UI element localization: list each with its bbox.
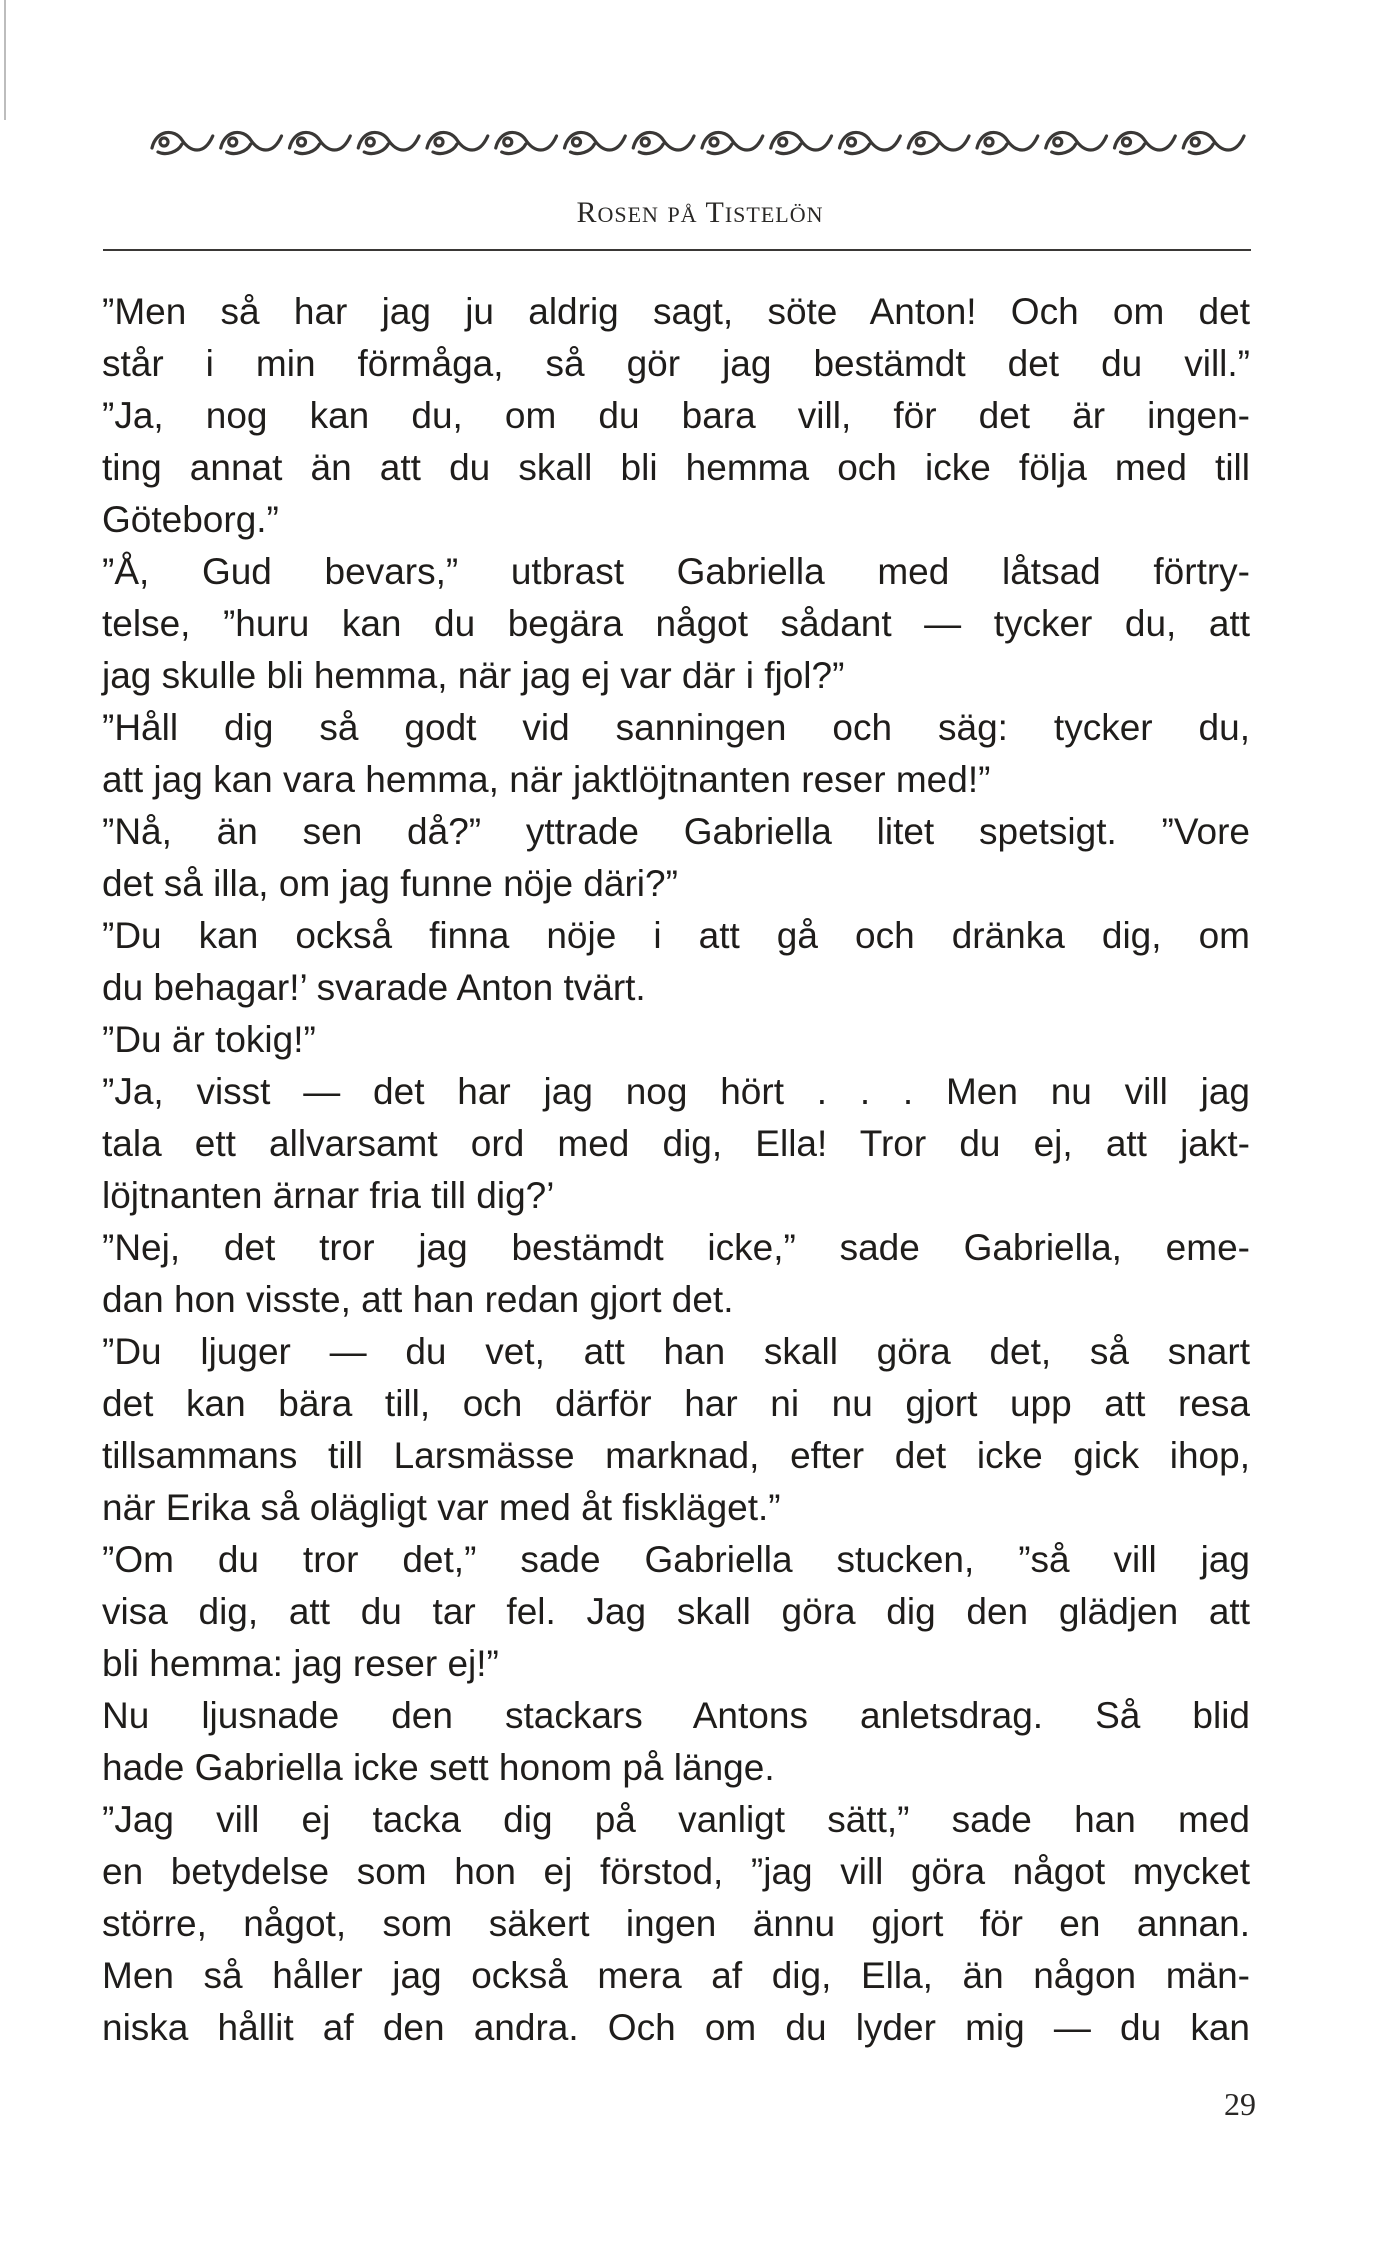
text-line: ”Nå, än sen då?” yttrade Gabriella litet spetsigt. ”Vore [102,811,1250,852]
text-line: löjtnanten ärnar fria till dig?’ [102,1175,555,1216]
text-line: ”Å, Gud bevars,” utbrast Gabriella med låtsad förtry- [102,551,1250,592]
text-line: visa dig, att du tar fel. Jag skall göra dig den glädjen att [102,1591,1250,1632]
text-line: ”Du kan också finna nöje i att gå och dränka dig, om [102,915,1250,956]
text-line: ”Nej, det tror jag bestämdt icke,” sade Gabriella, eme- [102,1227,1250,1268]
binding-edge [4,0,6,120]
text-line: du behagar!’ svarade Anton tvärt. [102,967,646,1008]
text-line: ”Håll dig så godt vid sanningen och säg: tycker du, [102,707,1250,748]
running-head-initial-1: R [576,196,598,229]
text-line: Men så håller jag också mera af dig, Ella, än någon män- [102,1955,1250,1996]
text-line: när Erika så olägligt var med åt fiskläget.” [102,1487,781,1528]
header-rule [103,249,1251,251]
text-line: dan hon visste, att han redan gjort det. [102,1279,734,1320]
text-line: ting annat än att du skall bli hemma och icke följa med till [102,447,1250,488]
text-line: det kan bära till, och därför har ni nu gjort upp att resa [102,1383,1250,1424]
text-line: Göteborg.” [102,499,279,540]
text-line: ”Ja, visst — det har jag nog hört . . . Men nu vill jag [102,1071,1250,1112]
text-line: står i min förmåga, så gör jag bestämdt det du vill.” [102,343,1250,384]
running-head-word-2: PÅ [667,202,698,227]
text-line: ”Ja, nog kan du, om du bara vill, för det är ingen- [102,395,1250,436]
text-line: tillsammans till Larsmässe marknad, efter det icke gick ihop, [102,1435,1250,1476]
text-line: det så illa, om jag funne nöje däri?” [102,863,678,904]
scroll-wave-ornament-icon [148,122,1248,162]
text-line: bli hemma: jag reser ej!” [102,1643,499,1684]
text-line: ”Du är tokig!” [102,1019,316,1060]
text-line: hade Gabriella icke sett honom på länge. [102,1747,775,1788]
text-line: niska hållit af den andra. Och om du lyder mig — du kan [102,2007,1250,2048]
text-line: telse, ”huru kan du begära något sådant — tycker du, att [102,603,1250,644]
running-head-word-1: OSEN [597,202,659,227]
running-head-word-3: ISTELÖN [724,202,824,227]
text-line: jag skulle bli hemma, när jag ej var där i fjol?” [102,655,845,696]
running-head [100,196,1300,230]
page-number: 29 [1224,2086,1256,2122]
text-line: större, något, som säkert ingen ännu gjort för en annan. [102,1903,1250,1944]
text-line: ”Men så har jag ju aldrig sagt, söte Anton! Och om det [102,291,1250,332]
text-line: Nu ljusnade den stackars Antons anletsdrag. Så blid [102,1695,1250,1736]
text-line: ”Du ljuger — du vet, att han skall göra det, så snart [102,1331,1250,1372]
text-line: att jag kan vara hemma, när jaktlöjtnanten reser med!” [102,759,991,800]
running-head-initial-3: T [705,196,725,229]
text-line: en betydelse som hon ej förstod, ”jag vill göra något mycket [102,1851,1250,1892]
text-line: tala ett allvarsamt ord med dig, Ella! Tror du ej, att jakt- [102,1123,1250,1164]
text-line: ”Om du tror det,” sade Gabriella stucken, ”så vill jag [102,1539,1250,1580]
text-line: ”Jag vill ej tacka dig på vanligt sätt,” sade han med [102,1799,1250,1840]
